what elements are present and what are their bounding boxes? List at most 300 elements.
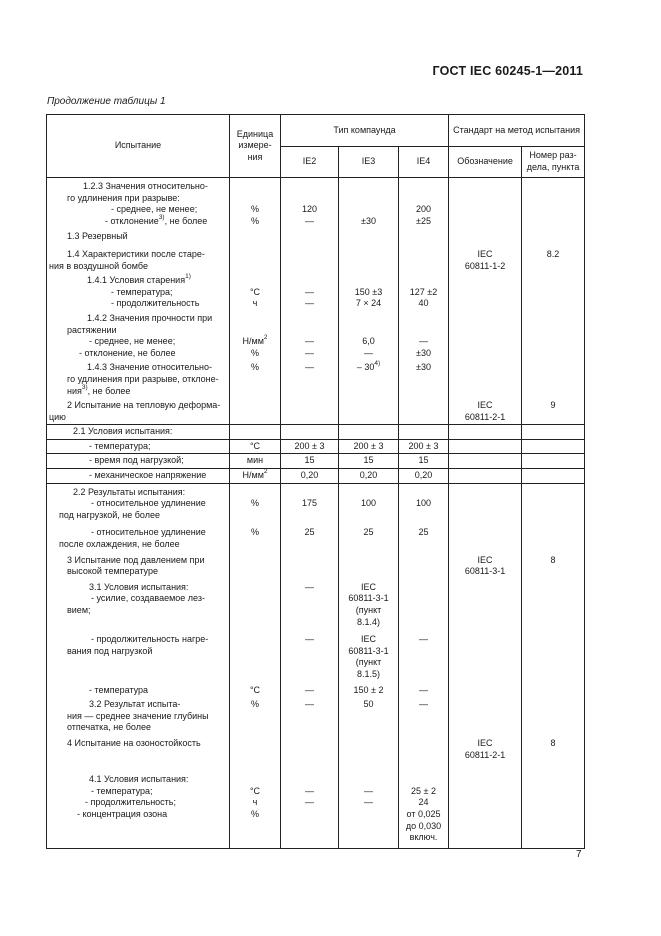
cell-name: [47, 454, 230, 469]
cell-line: [401, 722, 446, 734]
cell-line: отпечатка, не более: [67, 722, 151, 733]
cell-line: [341, 374, 396, 386]
header-compound-type: Тип компаунда: [281, 115, 449, 147]
cell-sec: [522, 454, 585, 469]
cell-ie4: [399, 735, 449, 762]
cell-name: [47, 469, 230, 484]
cell-line: %: [250, 498, 259, 509]
cell-std: [449, 735, 522, 762]
cell-line: [232, 231, 278, 243]
cell-line: - продолжительность нагре-: [91, 634, 209, 645]
cell-unit: [230, 228, 281, 244]
cell-std: [449, 483, 522, 522]
cell-line: [283, 593, 336, 605]
cell-line: IEC: [477, 737, 493, 748]
cell-ie2: [281, 360, 339, 398]
cell-line: 1.4.3 Значение относительно-: [87, 362, 213, 373]
table-row: [47, 697, 585, 735]
cell-ie3: [339, 697, 399, 735]
cell-ie3: [339, 425, 399, 440]
cell-line: IEC: [360, 634, 376, 645]
cell-name: [47, 735, 230, 762]
cell-line: [401, 426, 446, 438]
cell-std: [449, 469, 522, 484]
table-row: [47, 454, 585, 469]
cell-line: —: [305, 336, 314, 347]
cell-line: [401, 593, 446, 605]
cell-ie2: [281, 579, 339, 629]
cell-ie3: [339, 178, 399, 229]
cell-line: [401, 774, 446, 786]
cell-line: - концентрация озона: [77, 808, 168, 819]
cell-line: [283, 566, 336, 578]
cell-ie4: [399, 469, 449, 484]
cell-line: 150 ±3: [354, 286, 383, 297]
cell-line: [341, 313, 396, 325]
cell-line: вием;: [67, 605, 91, 615]
cell-line: [401, 275, 446, 287]
cell-sec: [522, 273, 585, 311]
header-designation: Обозначение: [449, 147, 522, 178]
cell-sec: [522, 311, 585, 360]
cell-line: %: [250, 215, 259, 226]
cell-sec: [522, 697, 585, 735]
cell-std: [449, 311, 522, 360]
cell-sec: [522, 735, 585, 762]
cell-unit: [230, 273, 281, 311]
cell-ie4: [399, 522, 449, 551]
cell-line: [341, 555, 396, 567]
cell-line: - среднее, не менее;: [89, 336, 176, 347]
cell-line: IEC: [477, 248, 493, 259]
cell-name: [47, 522, 230, 551]
cell-line: под нагрузкой, не более: [59, 509, 160, 520]
cell-line: [232, 374, 278, 386]
cell-std: [449, 629, 522, 681]
cell-ie4: [399, 360, 449, 398]
cell-line: мин: [246, 455, 264, 466]
cell-line: 2 Испытание на тепловую деформа-: [67, 400, 221, 411]
cell-line: 2.2 Результаты испытания:: [73, 486, 186, 497]
cell-line: 100: [416, 498, 432, 509]
cell-ie3: [339, 439, 399, 454]
cell-sec: [522, 522, 585, 551]
cell-line: [283, 711, 336, 723]
cell-unit: [230, 629, 281, 681]
cell-std: [449, 398, 522, 425]
cell-line: ния в воздушной бомбе: [49, 260, 148, 271]
cell-std: [449, 697, 522, 735]
cell-line: [401, 400, 446, 412]
cell-line: [341, 275, 396, 287]
cell-line: - относительное удлинение: [91, 527, 206, 538]
specification-table: [46, 114, 585, 849]
table-row: [47, 273, 585, 311]
cell-ie3: [339, 579, 399, 629]
cell-line: [283, 313, 336, 325]
cell-line: [283, 386, 336, 398]
cell-line: [401, 510, 446, 522]
cell-ie3: [339, 398, 399, 425]
cell-line: $Н/мм^2$: [242, 468, 268, 481]
cell-line: 60811-3-1: [348, 593, 389, 604]
cell-line: [341, 738, 396, 750]
cell-unit: [230, 439, 281, 454]
cell-line: $Н/мм^2$: [242, 334, 268, 347]
cell-line: —: [305, 347, 314, 358]
page-number: 7: [576, 849, 582, 860]
cell-ie3: [339, 552, 399, 579]
document-code: ГОСТ IEC 60245-1—2011: [432, 64, 583, 78]
cell-std: [449, 273, 522, 311]
cell-line: [232, 275, 278, 287]
cell-line: включ.: [409, 832, 438, 843]
cell-line: —: [364, 797, 373, 808]
cell-line: [341, 231, 396, 243]
cell-ie3: [339, 483, 399, 522]
cell-line: [401, 539, 446, 551]
cell-line: ния$^{3)}$, не более: [67, 383, 131, 396]
cell-sec: [522, 425, 585, 440]
cell-unit: [230, 398, 281, 425]
cell-ie4: [399, 552, 449, 579]
table-row: [47, 178, 585, 229]
cell-std: [449, 552, 522, 579]
cell-line: 200 ± 3: [294, 440, 325, 451]
cell-line: 40: [418, 298, 429, 309]
cell-line: - температура;: [91, 785, 153, 796]
cell-line: [283, 412, 336, 424]
table-row: [47, 552, 585, 579]
cell-std: [449, 439, 522, 454]
cell-line: —: [305, 362, 314, 373]
cell-line: - температура: [89, 684, 149, 695]
cell-line: [283, 400, 336, 412]
cell-line: [283, 722, 336, 734]
cell-unit: [230, 522, 281, 551]
cell-line: после охлаждения, не более: [59, 539, 180, 550]
cell-line: [232, 487, 278, 499]
cell-line: [341, 722, 396, 734]
table-row: [47, 311, 585, 360]
cell-line: [401, 261, 446, 273]
cell-unit: [230, 552, 281, 579]
cell-line: [283, 487, 336, 499]
cell-line: —: [364, 347, 373, 358]
cell-line: (пункт: [355, 657, 382, 668]
cell-ie4: [399, 483, 449, 522]
cell-line: 60811-3-1: [348, 645, 389, 656]
cell-line: —: [419, 699, 429, 710]
cell-line: 175: [301, 498, 318, 509]
cell-ie4: [399, 244, 449, 273]
cell-line: го удлинения при разрыве:: [67, 192, 180, 203]
cell-line: [401, 412, 446, 424]
cell-line: 6,0: [362, 336, 375, 347]
cell-line: 4 Испытание на озоностойкость: [67, 737, 201, 748]
cell-line: —: [305, 797, 314, 808]
cell-line: - время под нагрузкой;: [89, 455, 184, 466]
cell-line: [232, 426, 278, 438]
header-ie2: IE2: [281, 147, 339, 178]
cell-name: [47, 398, 230, 425]
cell-std: [449, 454, 522, 469]
cell-std: [449, 178, 522, 229]
cell-line: - температура;: [111, 286, 173, 297]
cell-line: [232, 386, 278, 398]
cell-line: [232, 711, 278, 723]
cell-line: 9: [550, 400, 556, 411]
cell-ie2: [281, 454, 339, 469]
cell-ie4: [399, 629, 449, 681]
cell-sec: [522, 682, 585, 698]
cell-line: до 0,030: [405, 820, 442, 831]
cell-line: [341, 249, 396, 261]
cell-line: 4.1 Условия испытания:: [89, 774, 189, 785]
cell-line: [283, 426, 336, 438]
cell-ie4: [399, 425, 449, 440]
header-section: Номер раз-дела, пункта: [522, 147, 585, 178]
cell-line: —: [305, 581, 314, 592]
header-standard: Стандарт на метод испытания: [449, 115, 585, 147]
cell-line: %: [250, 808, 259, 819]
cell-line: [232, 539, 278, 551]
cell-unit: [230, 244, 281, 273]
cell-ie2: [281, 762, 339, 848]
cell-line: [401, 646, 446, 658]
table-row: [47, 425, 585, 440]
cell-unit: [230, 360, 281, 398]
cell-line: [401, 181, 446, 193]
cell-line: [341, 711, 396, 723]
cell-name: [47, 762, 230, 848]
cell-std: [449, 244, 522, 273]
cell-line: ±30: [416, 362, 431, 373]
header-unit: Единица измере-ния: [230, 115, 281, 178]
cell-line: [401, 193, 446, 205]
cell-line: [232, 193, 278, 205]
cell-line: [232, 313, 278, 325]
cell-ie2: [281, 629, 339, 681]
cell-line: 0,20: [300, 470, 319, 481]
cell-ie4: [399, 682, 449, 698]
cell-std: [449, 579, 522, 629]
cell-line: - отклонение$^{3)}$, не более: [105, 213, 208, 226]
cell-line: [232, 555, 278, 567]
cell-line: %: [250, 204, 259, 215]
cell-ie4: [399, 178, 449, 229]
cell-line: 25: [363, 527, 374, 538]
cell-line: 60811-1-2: [464, 260, 506, 271]
cell-line: [232, 722, 278, 734]
cell-line: —: [305, 298, 314, 309]
table-row: [47, 483, 585, 522]
cell-line: %: [250, 347, 259, 358]
cell-line: [232, 646, 278, 658]
cell-line: [283, 809, 336, 821]
cell-sec: [522, 439, 585, 454]
cell-name: [47, 682, 230, 698]
cell-name: [47, 552, 230, 579]
cell-std: [449, 228, 522, 244]
table-row: [47, 360, 585, 398]
cell-line: [401, 386, 446, 398]
cell-line: ±30: [361, 215, 376, 226]
cell-ie2: [281, 425, 339, 440]
table-row: [47, 522, 585, 551]
cell-sec: [522, 762, 585, 848]
cell-line: IEC: [477, 554, 493, 565]
cell-unit: [230, 735, 281, 762]
cell-line: —: [305, 215, 314, 226]
table-row: [47, 244, 585, 273]
cell-name: [47, 579, 230, 629]
table-row: [47, 682, 585, 698]
cell-sec: [522, 552, 585, 579]
cell-line: —: [305, 684, 314, 695]
cell-line: [232, 582, 278, 594]
cell-unit: [230, 425, 281, 440]
header-ie3: IE3: [339, 147, 399, 178]
cell-line: 8: [550, 554, 556, 565]
cell-ie3: [339, 360, 399, 398]
cell-name: [47, 178, 230, 229]
cell-unit: [230, 762, 281, 848]
cell-ie2: [281, 439, 339, 454]
cell-std: [449, 360, 522, 398]
cell-ie3: [339, 682, 399, 698]
cell-line: [401, 738, 446, 750]
cell-std: [449, 762, 522, 848]
cell-line: IEC: [477, 400, 493, 411]
cell-line: ч: [252, 298, 258, 309]
cell-line: %: [250, 699, 259, 710]
table-row: [47, 629, 585, 681]
cell-line: высокой температуре: [67, 566, 158, 577]
cell-line: [401, 605, 446, 617]
cell-name: [47, 697, 230, 735]
cell-ie3: [339, 228, 399, 244]
cell-ie2: [281, 552, 339, 579]
cell-line: го удлинения при разрыве, отклоне-: [67, 373, 219, 384]
cell-name: [47, 425, 230, 440]
cell-ie3: [339, 629, 399, 681]
cell-std: [449, 682, 522, 698]
cell-line: - относительное удлинение: [91, 498, 206, 509]
cell-line: от 0,025: [406, 808, 441, 819]
cell-line: 25: [418, 527, 429, 538]
cell-line: ния — среднее значение глубины: [67, 710, 209, 721]
cell-sec: [522, 629, 585, 681]
cell-line: [401, 249, 446, 261]
cell-line: %: [250, 527, 259, 538]
cell-line: 24: [418, 797, 429, 808]
cell-line: 100: [360, 498, 377, 509]
cell-line: °C: [249, 785, 261, 796]
cell-line: [341, 774, 396, 786]
cell-ie4: [399, 579, 449, 629]
cell-line: [341, 181, 396, 193]
cell-unit: [230, 697, 281, 735]
cell-line: [401, 566, 446, 578]
cell-line: 8: [550, 737, 556, 748]
cell-line: [283, 738, 336, 750]
cell-line: [401, 711, 446, 723]
cell-line: 200 ± 3: [353, 440, 384, 451]
header-ie4: IE4: [399, 147, 449, 178]
cell-line: IEC: [360, 581, 376, 592]
cell-line: 15: [418, 455, 429, 466]
table-row: [47, 579, 585, 629]
cell-line: 2.1 Условия испытания:: [73, 426, 173, 437]
cell-ie4: [399, 273, 449, 311]
cell-ie2: [281, 483, 339, 522]
cell-unit: [230, 469, 281, 484]
cell-line: °C: [249, 684, 261, 695]
cell-line: %: [250, 362, 259, 373]
cell-line: °C: [249, 286, 261, 297]
cell-ie3: [339, 469, 399, 484]
cell-line: [232, 738, 278, 750]
cell-line: ч: [252, 797, 258, 808]
cell-line: [283, 181, 336, 193]
cell-line: [232, 774, 278, 786]
cell-ie2: [281, 522, 339, 551]
cell-line: 1.2.3 Значения относительно-: [83, 181, 208, 191]
cell-line: ±30: [416, 347, 431, 358]
cell-line: - продолжительность;: [85, 797, 176, 808]
cell-line: 1.4.2 Значения прочности при: [87, 312, 213, 323]
cell-unit: [230, 311, 281, 360]
cell-line: [232, 634, 278, 646]
cell-line: [341, 426, 396, 438]
cell-line: 0,20: [359, 470, 378, 481]
cell-ie3: [339, 454, 399, 469]
cell-line: °C: [249, 440, 261, 451]
table-row: [47, 469, 585, 484]
table-row: [47, 228, 585, 244]
cell-ie2: [281, 469, 339, 484]
cell-line: [341, 809, 396, 821]
cell-sec: [522, 244, 585, 273]
cell-ie4: [399, 762, 449, 848]
cell-line: 150 ± 2: [353, 684, 384, 695]
cell-sec: [522, 483, 585, 522]
cell-line: [283, 646, 336, 658]
cell-line: [232, 325, 278, 337]
cell-line: цию: [49, 411, 66, 422]
cell-line: —: [419, 684, 429, 695]
cell-sec: [522, 178, 585, 229]
cell-line: 3.2 Результат испыта-: [89, 699, 181, 710]
cell-name: [47, 311, 230, 360]
cell-line: 0,20: [414, 470, 433, 481]
cell-line: [401, 582, 446, 594]
cell-ie4: [399, 398, 449, 425]
table-row: [47, 439, 585, 454]
cell-sec: [522, 228, 585, 244]
cell-line: 1.3 Резервный: [67, 231, 128, 242]
cell-name: [47, 244, 230, 273]
cell-sec: [522, 398, 585, 425]
cell-line: [283, 605, 336, 617]
cell-line: [232, 566, 278, 578]
cell-line: ±25: [416, 215, 431, 226]
cell-line: [232, 510, 278, 522]
cell-line: [401, 313, 446, 325]
cell-line: [232, 400, 278, 412]
cell-line: - отклонение, не более: [79, 347, 176, 358]
